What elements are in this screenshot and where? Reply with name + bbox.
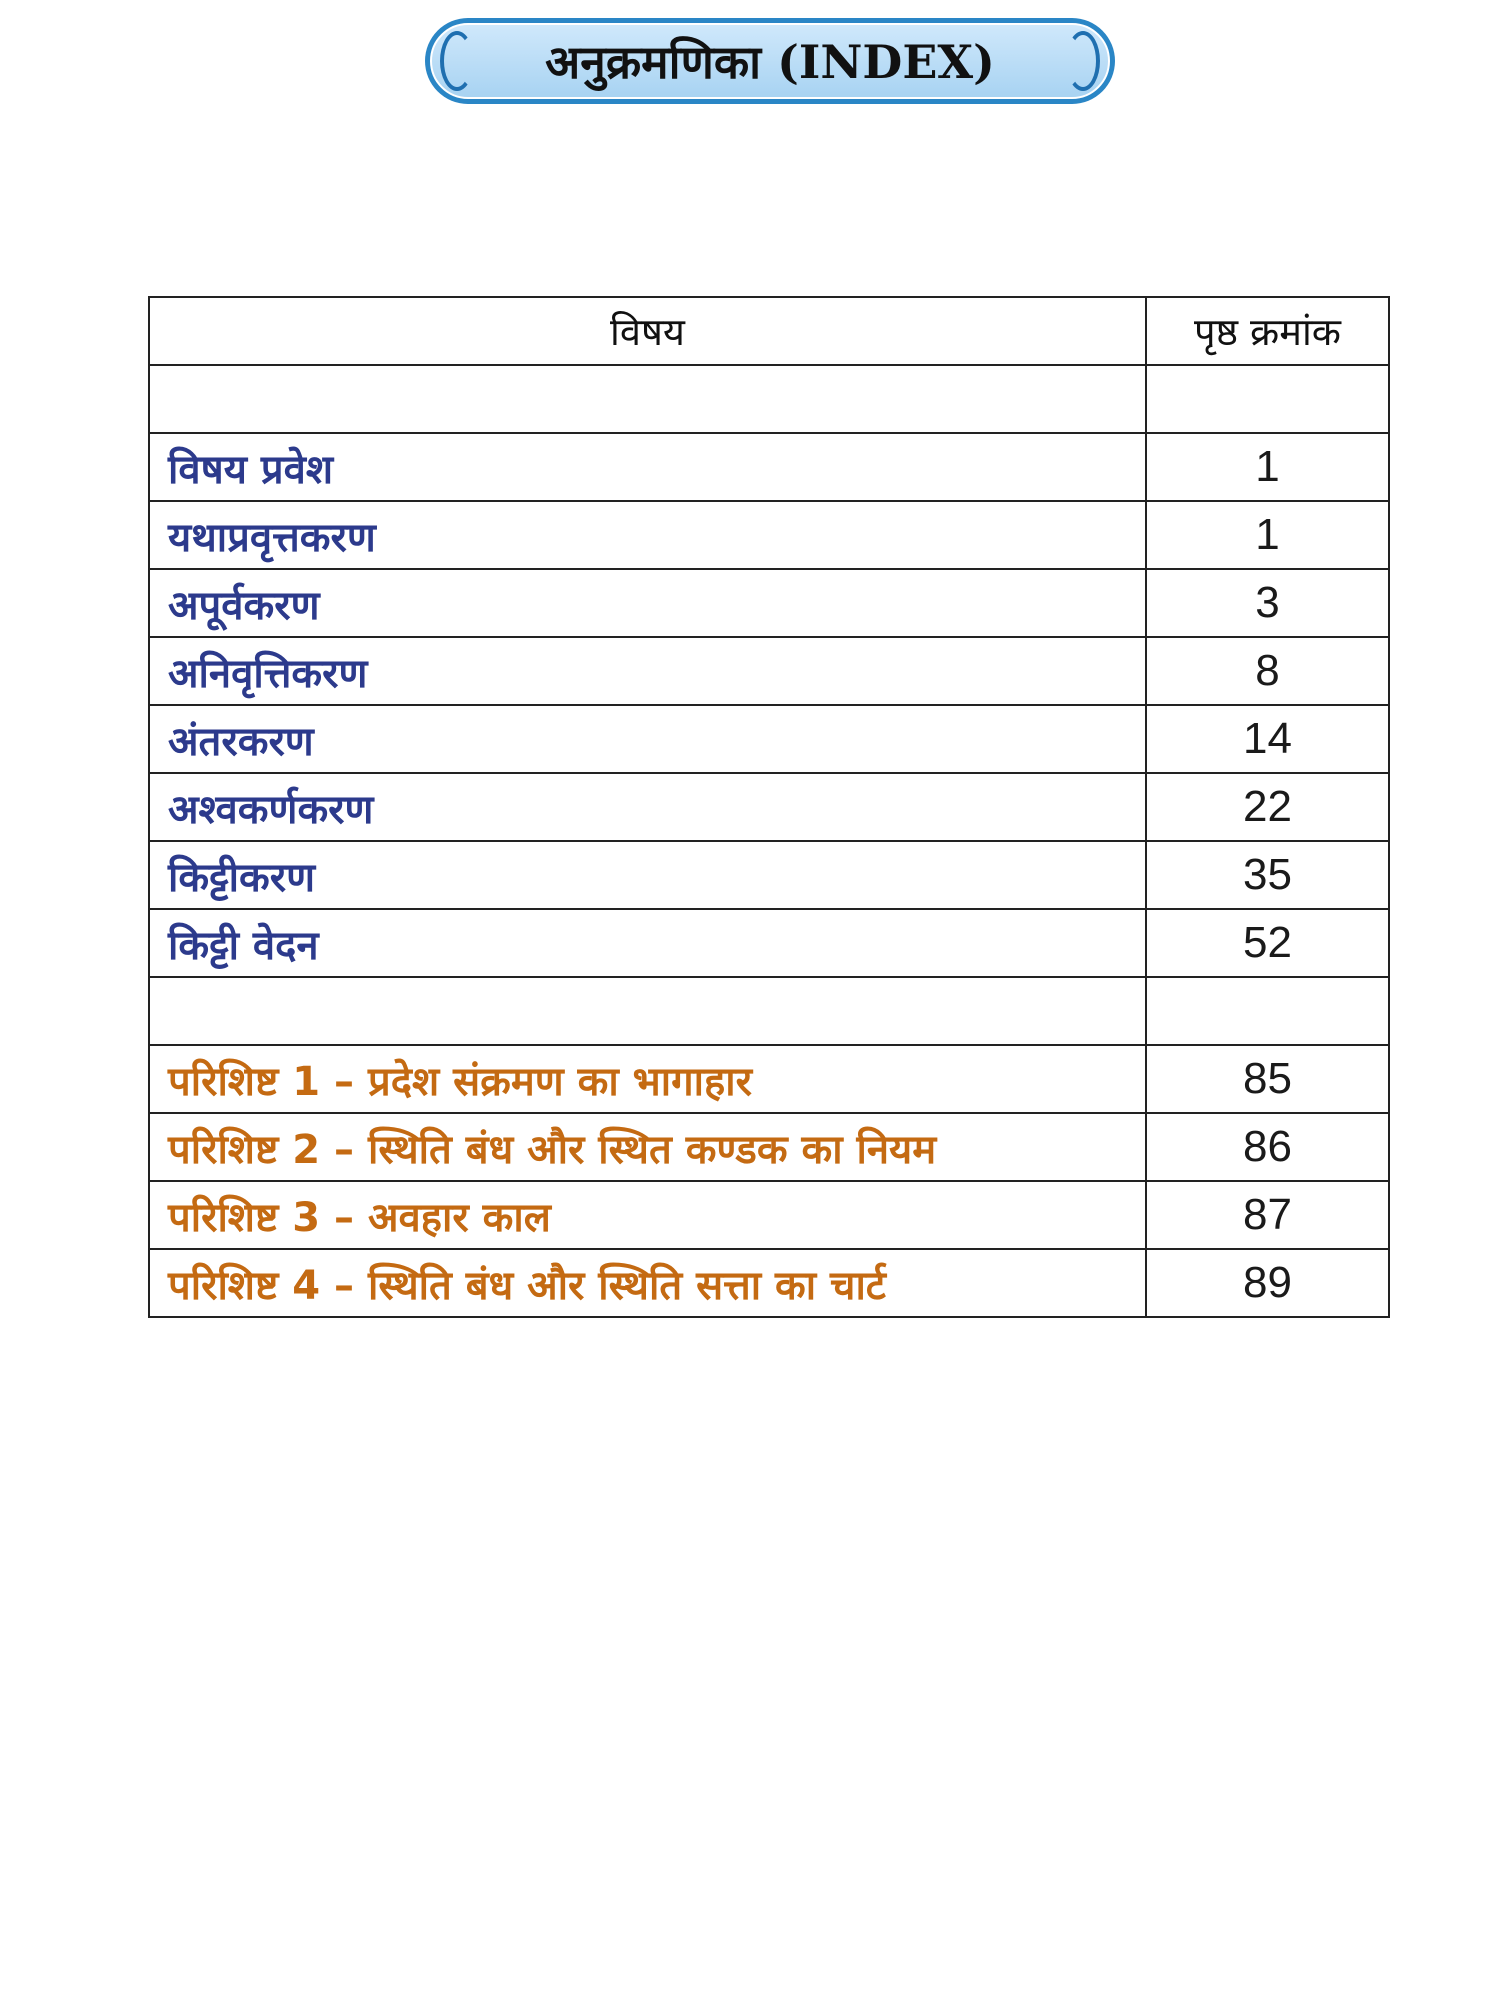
title-banner-inner [430, 23, 1110, 99]
chapter-row[interactable] [149, 841, 1389, 909]
appendix-row[interactable] [149, 1181, 1389, 1249]
blank-row [149, 365, 1389, 433]
chapter-title[interactable]: किट्टी वेदन [149, 909, 1146, 977]
appendix-page: 85 [1146, 1045, 1389, 1113]
topic-column-header: विषय [149, 297, 1146, 365]
blank-row [149, 977, 1389, 1045]
chapter-page: 14 [1146, 705, 1389, 773]
appendix-title[interactable]: परिशिष्ट 1 – प्रदेश संक्रमण का भागाहार [149, 1045, 1146, 1113]
page-column-header: पृष्ठ क्रमांक [1146, 297, 1389, 365]
chapter-title[interactable]: अश्वकर्णकरण [149, 773, 1146, 841]
blank-topic-cell [149, 365, 1146, 433]
appendix-row[interactable] [149, 1249, 1389, 1317]
chapter-title[interactable]: अंतरकरण [149, 705, 1146, 773]
chapter-row[interactable] [149, 501, 1389, 569]
chapter-page: 52 [1146, 909, 1389, 977]
appendix-page: 89 [1146, 1249, 1389, 1317]
page-title: अनुक्रमणिका (INDEX) [545, 35, 995, 89]
chapter-page: 8 [1146, 637, 1389, 705]
blank-page-cell [1146, 365, 1389, 433]
index-table [148, 296, 1390, 1318]
chapter-row[interactable] [149, 637, 1389, 705]
chapter-row[interactable] [149, 433, 1389, 501]
index-header-row [149, 297, 1389, 365]
chapter-title[interactable]: विषय प्रवेश [149, 433, 1146, 501]
chapter-row[interactable] [149, 569, 1389, 637]
chapter-title[interactable]: किट्टीकरण [149, 841, 1146, 909]
appendix-title[interactable]: परिशिष्ट 4 – स्थिति बंध और स्थिति सत्ता का चार्ट [149, 1249, 1146, 1317]
appendix-page: 87 [1146, 1181, 1389, 1249]
chapter-page: 1 [1146, 501, 1389, 569]
blank-page-cell [1146, 977, 1389, 1045]
blank-topic-cell [149, 977, 1146, 1045]
chapter-page: 22 [1146, 773, 1389, 841]
chapter-title[interactable]: अपूर्वकरण [149, 569, 1146, 637]
chapter-row[interactable] [149, 909, 1389, 977]
appendix-row[interactable] [149, 1113, 1389, 1181]
appendix-page: 86 [1146, 1113, 1389, 1181]
title-banner [425, 18, 1115, 104]
appendix-title[interactable]: परिशिष्ट 3 – अवहार काल [149, 1181, 1146, 1249]
chapter-row[interactable] [149, 705, 1389, 773]
chapter-page: 1 [1146, 433, 1389, 501]
chapter-page: 3 [1146, 569, 1389, 637]
chapter-title[interactable]: अनिवृत्तिकरण [149, 637, 1146, 705]
appendix-row[interactable] [149, 1045, 1389, 1113]
chapter-title[interactable]: यथाप्रवृत्तकरण [149, 501, 1146, 569]
chapter-row[interactable] [149, 773, 1389, 841]
appendix-title[interactable]: परिशिष्ट 2 – स्थिति बंध और स्थित कण्डक का नियम [149, 1113, 1146, 1181]
chapter-page: 35 [1146, 841, 1389, 909]
